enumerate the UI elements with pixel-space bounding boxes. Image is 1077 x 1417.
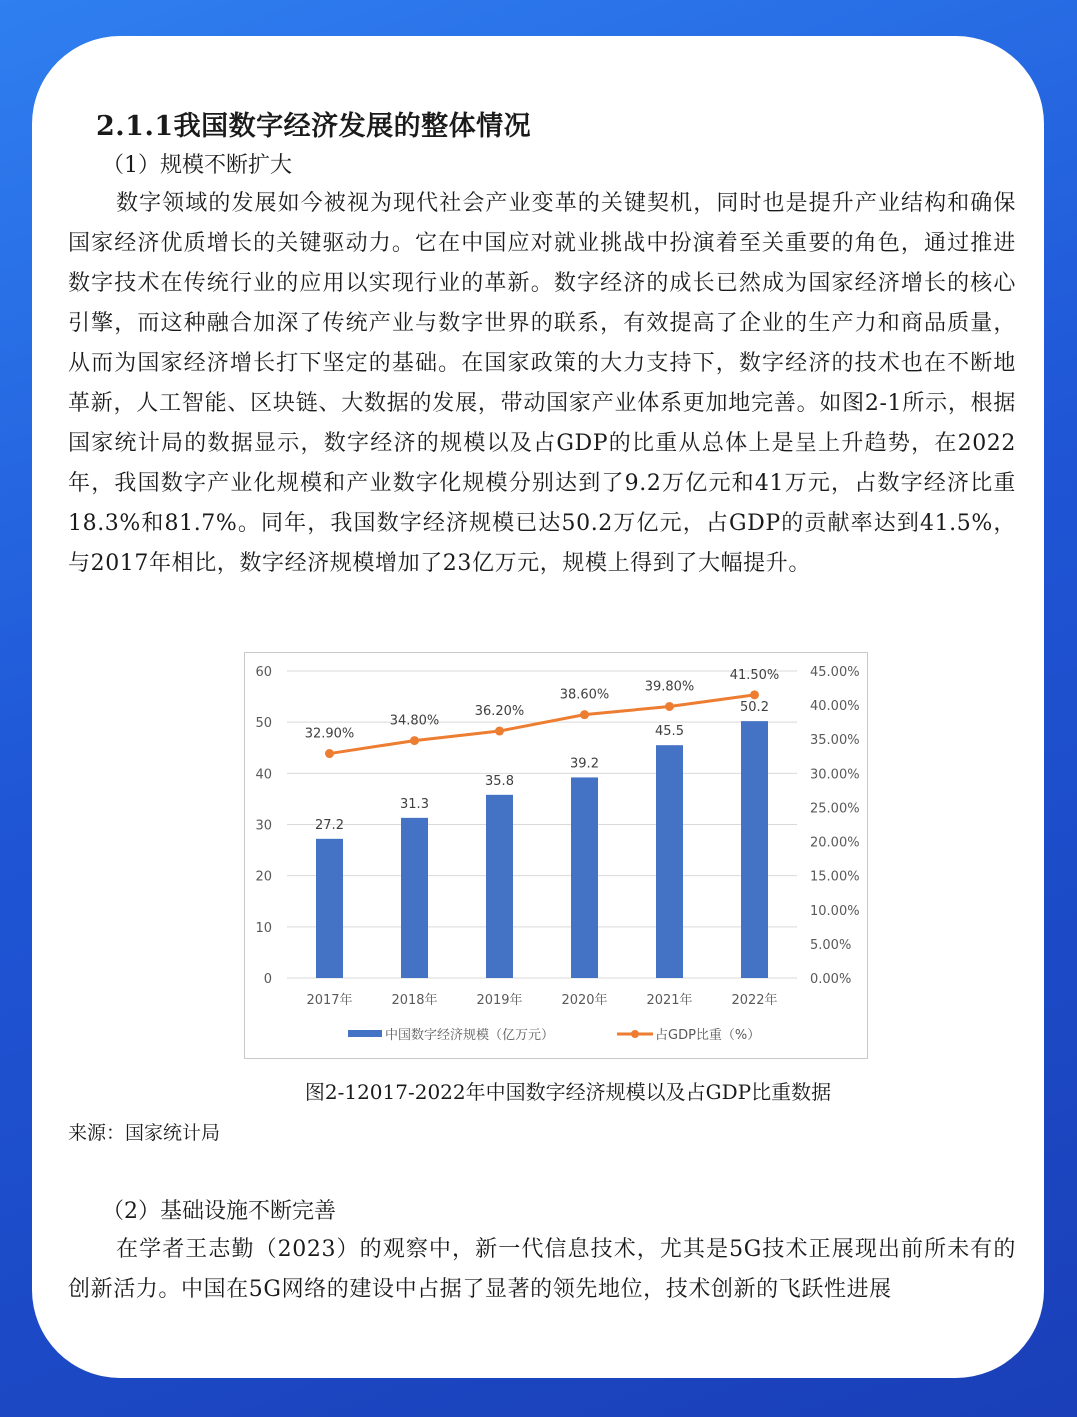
y-right-tick-label: 45.00%: [810, 665, 860, 680]
y-left-tick-label: 40: [255, 767, 272, 783]
bar: [571, 777, 598, 978]
section-heading: 2.1.1我国数字经济发展的整体情况: [96, 111, 532, 142]
source-note: 来源：国家统计局: [68, 1122, 221, 1144]
line-data-label: 32.90%: [304, 726, 355, 742]
line-data-label: 41.50%: [729, 667, 780, 683]
bar-data-label: 27.2: [315, 817, 344, 833]
x-tick-label: 2017年: [306, 993, 353, 1008]
figure-caption: 图2-12017-2022年中国数字经济规模以及占GDP比重数据: [304, 1080, 832, 1104]
y-right-tick-label: 30.00%: [810, 767, 860, 783]
combo-chart: [245, 653, 867, 1058]
y-right-tick-label: 40.00%: [810, 699, 860, 715]
paragraph-infrastructure: 在学者王志勤（2023）的观察中，新一代信息技术，尤其是5G技术正展现出前所未有的创新活力。中国在5G网络的建设中占据了显著的领先地位，技术创新的飞跃性进展: [68, 1237, 1016, 1302]
x-tick-label: 2018年: [391, 993, 438, 1008]
line-data-label: 36.20%: [474, 704, 525, 720]
y-left-tick-label: 30: [255, 818, 272, 834]
bar-data-label: 39.2: [570, 756, 599, 772]
x-tick-label: 2020年: [561, 993, 608, 1008]
legend-swatch-bar: [348, 1030, 382, 1037]
line-point: [325, 749, 334, 758]
line-point: [410, 736, 419, 745]
x-tick-label: 2022年: [731, 993, 778, 1008]
bar-data-label: 31.3: [400, 796, 429, 812]
y-right-tick-label: 5.00%: [810, 937, 852, 953]
bar: [741, 721, 768, 978]
line-point: [580, 710, 589, 719]
y-left-tick-label: 10: [255, 920, 272, 936]
paragraph-scale: 数字领域的发展如今被视为现代社会产业变革的关键契机，同时也是提升产业结构和确保国家经济优质增长的关键驱动力。它在中国应对就业挑战中扮演着至关重要的角色，通过推进数字技术在传统行业的应用以实现行业的革新。数字经济的成长已然成为国家经济增长的核心引擎，而这种融合加深了传统产业与数字世界的联系，有效提高了企业的生产力和商品质量，从而为国家经济增长打下坚定的基础。在国家政策的大力支持下，数字经济的技术也在不断地革新，人工智能、区块链、大数据的发展，带动国家产业体系更加地完善。如图2-1所示，根据国家统计局的数据显示，数字经济的规模以及占GDP的比重从总体上是呈上升趋势，在2022年，我国数字产业化规模和产业数字化规模分别达到了9.2万亿元和41万元，占数字经济比重18.3%和81.7%。同年，我国数字经济规模已达50.2万亿元，占GDP的贡献率达到41.5%，与2017年相比，数字经济规模增加了23亿万元，规模上得到了大幅提升。: [68, 191, 1016, 576]
subsection-title-infrastructure: （2）基础设施不断完善: [102, 1199, 336, 1224]
legend-label-line: 占GDP比重（%）: [655, 1028, 761, 1043]
y-left-tick-label: 50: [255, 716, 272, 732]
legend-swatch-point: [631, 1030, 639, 1038]
line-data-label: 34.80%: [389, 713, 440, 729]
line-data-label: 38.60%: [559, 687, 610, 703]
bar-data-label: 35.8: [485, 773, 514, 789]
y-right-tick-label: 35.00%: [810, 733, 860, 749]
line-point: [495, 727, 504, 736]
legend-label-bar: 中国数字经济规模（亿万元）: [385, 1028, 555, 1043]
y-left-tick-label: 20: [255, 869, 272, 885]
y-right-tick-label: 15.00%: [810, 869, 860, 885]
bar-data-label: 50.2: [740, 700, 769, 716]
x-tick-label: 2021年: [646, 993, 693, 1008]
subsection-title-scale: （1）规模不断扩大: [102, 153, 292, 178]
bar: [316, 839, 343, 978]
line-point: [750, 690, 759, 699]
figure-chart: [244, 652, 868, 1059]
y-left-tick-label: 60: [255, 665, 272, 680]
bar: [486, 795, 513, 978]
document-card: [32, 36, 1044, 1378]
y-right-tick-label: 0.00%: [810, 972, 852, 987]
line-point: [665, 702, 674, 711]
bar: [401, 818, 428, 978]
x-tick-label: 2019年: [476, 993, 523, 1008]
bar: [656, 745, 683, 978]
line-data-label: 39.80%: [644, 679, 695, 695]
bar-data-label: 45.5: [655, 724, 684, 740]
y-right-tick-label: 10.00%: [810, 903, 860, 919]
y-right-tick-label: 20.00%: [810, 835, 860, 851]
y-left-tick-label: 0: [263, 972, 272, 987]
y-right-tick-label: 25.00%: [810, 801, 860, 817]
